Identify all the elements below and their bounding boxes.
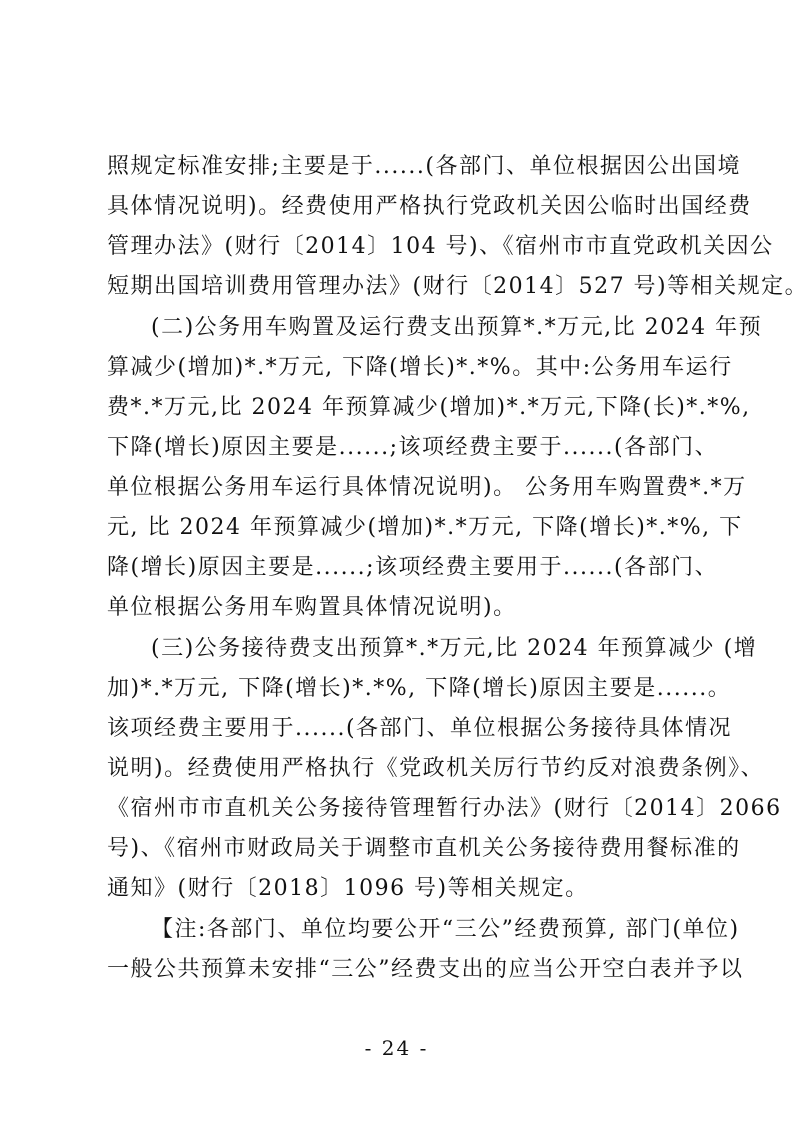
text-line: 说明)。经费使用严格执行《党政机关厉行节约反对浪费条例》、: [107, 756, 765, 781]
note-line: 【注:各部门、单位均要公开“三公”经费预算, 部门(单位): [151, 917, 740, 942]
text-line: 费*.*万元,比 2024 年预算减少(增加)*.*万元,下降(长)*.*%,: [107, 395, 751, 420]
text-line: 照规定标准安排;主要是于......(各部门、单位根据因公出国境: [107, 154, 741, 179]
text-line: 算减少(增加)*.*万元, 下降(增长)*.*%。其中:公务用车运行: [107, 355, 733, 380]
text-line: 元, 比 2024 年预算减少(增加)*.*万元, 下降(增长)*.*%, 下: [107, 515, 743, 540]
page-number: - 24 -: [364, 1036, 429, 1060]
paragraph-heading-line: (三)公务接待费支出预算*.*万元,比 2024 年预算减少 (增: [151, 636, 758, 661]
note-line: 一般公共预算未安排“三公”经费支出的应当公开空白表并予以: [107, 957, 744, 982]
text-line: 该项经费主要用于......(各部门、单位根据公务接待具体情况: [107, 716, 733, 741]
text-line: 具体情况说明)。经费使用严格执行党政机关因公临时出国经费: [107, 194, 752, 219]
text-line: 号)、《宿州市财政局关于调整市直机关公务接待费用餐标准的: [107, 836, 741, 861]
text-line: 通知》(财行〔2018〕1096 号)等相关规定。: [107, 876, 589, 901]
text-line: 单位根据公务用车运行具体情况说明)。 公务用车购置费*.*万: [107, 475, 747, 500]
text-line: 单位根据公务用车购置具体情况说明)。: [107, 595, 517, 620]
text-line: 下降(增长)原因主要是......;该项经费主要于......(各部门、: [107, 435, 719, 460]
text-line: 《宿州市市直机关公务接待管理暂行办法》(财行〔2014〕2066: [107, 796, 782, 821]
text-line: 加)*.*万元, 下降(增长)*.*%, 下降(增长)原因主要是......。: [107, 676, 732, 701]
text-line: 短期出国培训费用管理办法》(财行〔2014〕527 号)等相关规定。: [107, 274, 808, 299]
paragraph-heading-line: (二)公务用车购置及运行费支出预算*.*万元,比 2024 年预: [151, 315, 763, 340]
text-line: 管理办法》(财行〔2014〕104 号)、《宿州市市直党政机关因公: [107, 234, 774, 259]
text-line: 降(增长)原因主要是......;该项经费主要用于......(各部门、: [107, 555, 719, 580]
